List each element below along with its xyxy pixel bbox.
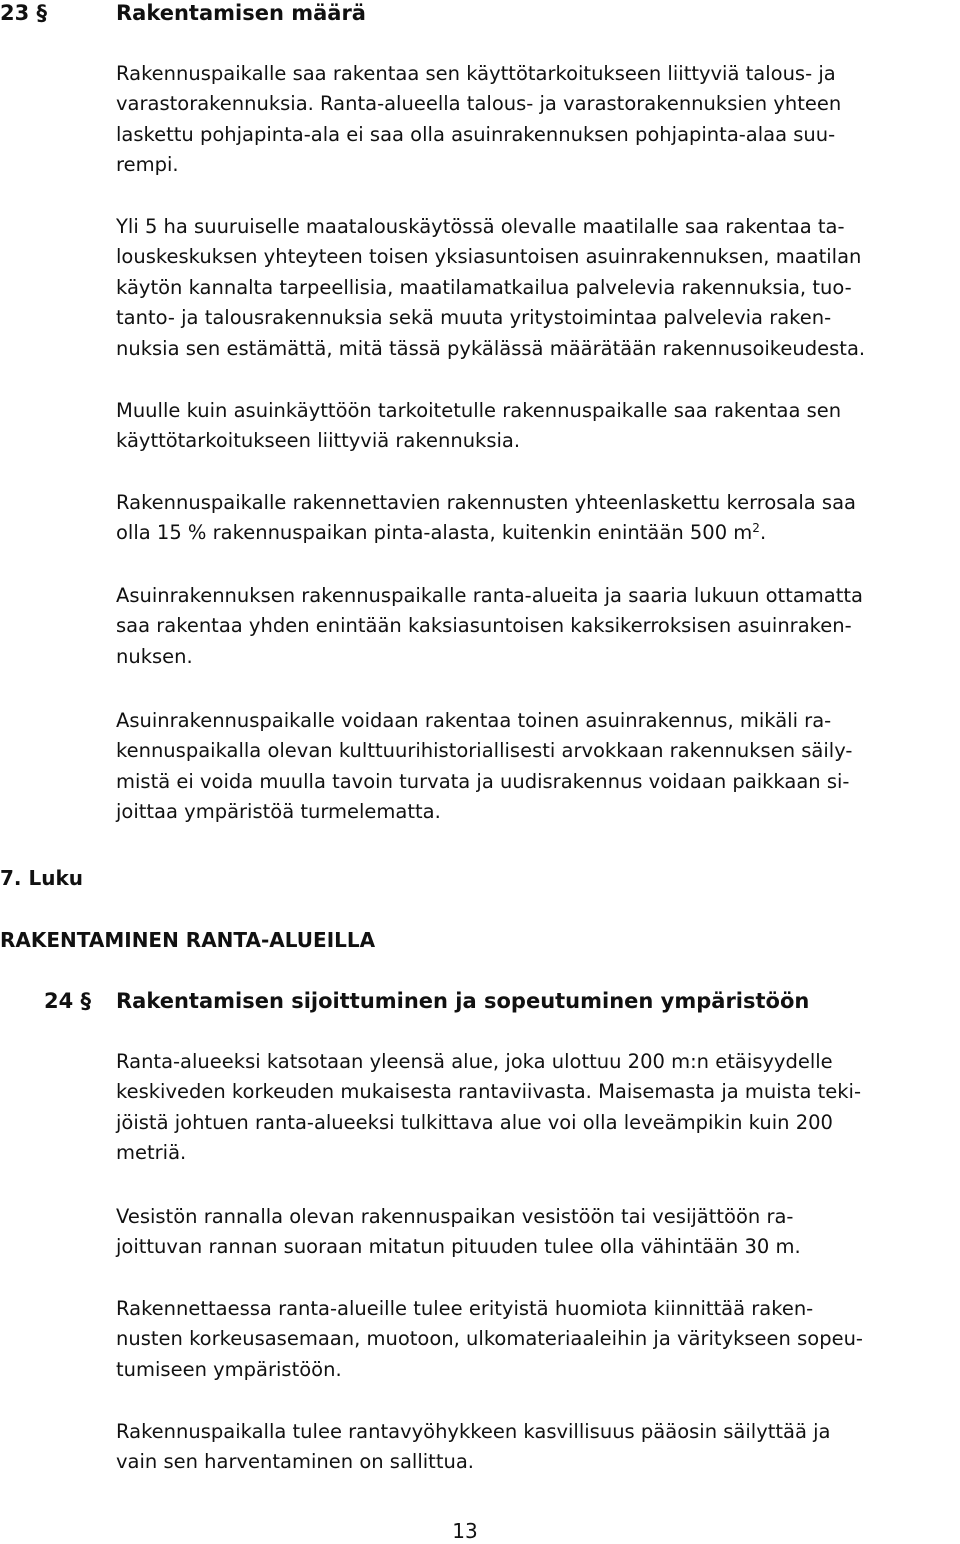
text-line: mistä ei voida muulla tavoin turvata ja uudisrakennus voidaan paikkaan si- bbox=[116, 769, 850, 793]
text-line: Ranta-alueeksi katsotaan yleensä alue, joka ulottuu 200 m:n etäisyydelle bbox=[116, 1050, 833, 1073]
text-line: Muulle kuin asuinkäyttöön tarkoitetulle rakennuspaikalle saa rakentaa sen bbox=[116, 399, 842, 422]
section-title: Rakentamisen määrä bbox=[116, 1, 366, 25]
text-line: tanto- ja talousrakennuksia sekä muuta yritystoimintaa palvelevia raken- bbox=[116, 306, 832, 330]
text-line: joittaa ympäristöä turmelematta. bbox=[116, 800, 441, 824]
text-line: metriä. bbox=[116, 1141, 187, 1165]
text-line: käytön kannalta tarpeellisia, maatilamatkailua palvelevia rakennuksia, tuo- bbox=[116, 275, 852, 299]
page-number: 13 bbox=[452, 1519, 478, 1543]
text-fragment: . bbox=[759, 521, 767, 545]
text-line: nusten korkeusasemaan, muotoon, ulkomateriaaleihin ja väritykseen sopeu- bbox=[116, 1327, 863, 1351]
text-line: rempi. bbox=[116, 153, 179, 177]
text-line: jöistä johtuen ranta-alueeksi tulkittava alue voi olla leveämpikin kuin 200 bbox=[116, 1110, 833, 1134]
text-line: Asuinrakennuspaikalle voidaan rakentaa toinen asuinrakennus, mikäli ra- bbox=[116, 709, 832, 732]
chapter-label: 7. Luku bbox=[0, 866, 83, 890]
text-line: varastorakennuksia. Ranta-alueella talous- ja varastorakennuksien yhteen bbox=[116, 92, 842, 116]
text-line: Rakennuspaikalla tulee rantavyöhykkeen kasvillisuus pääosin säilyttää ja bbox=[116, 1420, 831, 1443]
paragraph bbox=[116, 396, 960, 457]
text-line: kennuspaikalla olevan kulttuurihistoriallisesti arvokkaan rakennuksen säily- bbox=[116, 739, 853, 763]
section-number: 24 § bbox=[44, 989, 92, 1013]
section-title: Rakentamisen sijoittuminen ja sopeutuminen ympäristöön bbox=[116, 989, 810, 1013]
text-line: keskiveden korkeuden mukaisesta rantaviivasta. Maisemasta ja muista teki- bbox=[116, 1080, 862, 1104]
paragraph bbox=[116, 706, 960, 828]
text-line: Yli 5 ha suuruiselle maatalouskäytössä olevalle maatilalle saa rakentaa ta- bbox=[116, 215, 845, 238]
section-number: 23 § bbox=[0, 1, 48, 25]
text-line: Vesistön rannalla olevan rakennuspaikan vesistöön tai vesijättöön ra- bbox=[116, 1205, 794, 1228]
text-line: Rakennuspaikalle saa rakentaa sen käyttötarkoitukseen liittyviä talous- ja bbox=[116, 62, 836, 85]
text-line: louskeskuksen yhteyteen toisen yksiasuntoisen asuinrakennuksen, maatilan bbox=[116, 245, 862, 269]
text-line: käyttötarkoitukseen liittyviä rakennuksia. bbox=[116, 429, 521, 453]
paragraph bbox=[116, 1047, 960, 1169]
text-line: vain sen harventaminen on sallittua. bbox=[116, 1450, 474, 1474]
text-line: laskettu pohjapinta-ala ei saa olla asuinrakennuksen pohjapinta-alaa suu- bbox=[116, 122, 836, 146]
text-line: nuksia sen estämättä, mitä tässä pykälässä määrätään rakennusoikeudesta. bbox=[116, 336, 866, 360]
paragraph bbox=[116, 59, 960, 181]
paragraph bbox=[116, 581, 960, 672]
text-fragment: olla 15 % rakennuspaikan pinta-alasta, kuitenkin enintään 500 m bbox=[116, 521, 753, 545]
text-line bbox=[116, 518, 960, 548]
text-line: saa rakentaa yhden enintään kaksiasuntoisen kaksikerroksisen asuinraken- bbox=[116, 614, 852, 638]
paragraph bbox=[116, 1417, 960, 1478]
paragraph bbox=[116, 212, 960, 364]
text-line: joittuvan rannan suoraan mitatun pituuden tulee olla vähintään 30 m. bbox=[116, 1235, 801, 1259]
paragraph bbox=[116, 1294, 960, 1385]
paragraph bbox=[116, 488, 960, 549]
chapter-title: RAKENTAMINEN RANTA-ALUEILLA bbox=[0, 928, 376, 952]
paragraph bbox=[116, 1202, 960, 1263]
text-line: tumiseen ympäristöön. bbox=[116, 1357, 342, 1381]
text-line: nuksen. bbox=[116, 644, 193, 668]
superscript: 2 bbox=[752, 521, 760, 536]
text-line: Rakennettaessa ranta-alueille tulee erityistä huomiota kiinnittää raken- bbox=[116, 1297, 814, 1320]
text-line: Asuinrakennuksen rakennuspaikalle ranta-alueita ja saaria lukuun ottamatta bbox=[116, 584, 863, 607]
text-line: Rakennuspaikalle rakennettavien rakennusten yhteenlaskettu kerrosala saa bbox=[116, 491, 856, 514]
